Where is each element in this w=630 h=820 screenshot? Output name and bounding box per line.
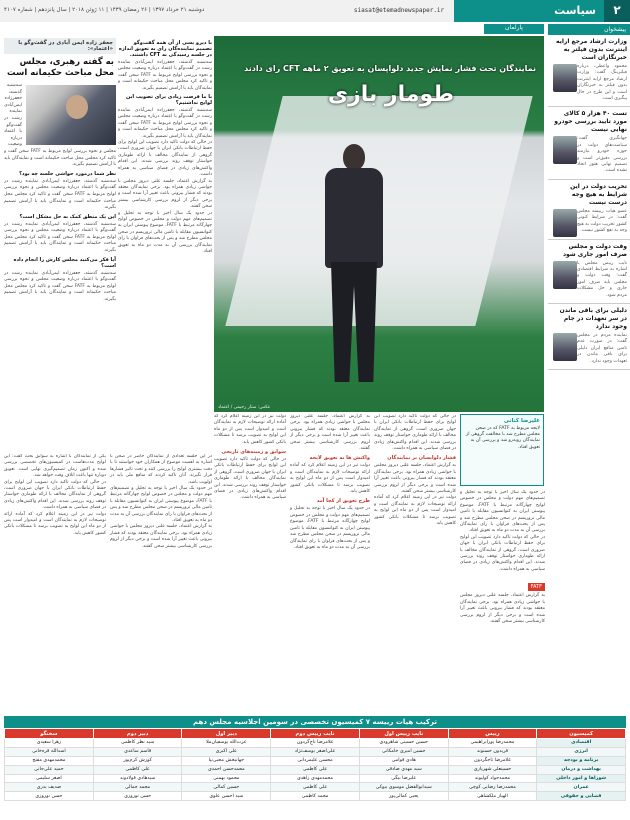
- article-column: [214, 414, 286, 714]
- sidebar-item-body: نماینده مردم در مجلس گفت: در صورت عدم تامین منافع ایران دلیلی برای باقی ماندن در تعهدات وجود ندارد.: [577, 332, 627, 364]
- table-row: [5, 739, 626, 748]
- table-title: ترکیب هیات رییسه ۷ کمیسیون تخصصی در سومین اجلاسیه مجلس دهم: [4, 716, 626, 728]
- table-cell: غلامرضا تاجگردون: [448, 756, 537, 765]
- interview-body: به گزارش اعتماد، جلسه علنی دیروز مجلس با حواشی زیادی همراه بود. برخی نمایندگان معتقد بودند که فشار بیرونی باعث تغییر آرا شده است و برخی دیگر از لزوم بررسی کارشناسی بیشتر سخن گفتند.: [118, 178, 212, 210]
- page-number: ۲: [604, 0, 630, 22]
- column-header: نایب رییس دوم: [271, 729, 360, 739]
- interview-body: سه‌شنبه گذشته، جعفرزاده ایمن‌آبادی نماینده رشت در گفت‌وگو با اعتماد درباره وضعیت مجلس و نحوه بررسی لوایح مربوط به FATF سخن گفت و تاکید کرد مجلس محل مباحث حکیمانه است و نمایندگان باید با آرامش تصمیم بگیرند.: [4, 83, 116, 168]
- table-cell: محمدمهدی زاهدی: [271, 774, 360, 783]
- article-text: در حدود یک سال اخیر با توجه به تحلیل و تصمیم‌های مهم دولت و مجلس در خصوص لوایح چهارگانه مرتبط با FATF، موضوع پیوستن ایران به کنوانسیون مقابله با تامین مالی تروریسم در صحن مجلس مطرح شد و پس از بحث‌های فراوان با رای نمایندگان بررسی آن به مدت دو ماه به تعویق افتاد.: [110, 486, 212, 524]
- sidebar-label: پیشخوان: [548, 24, 630, 35]
- table-cell: سیدابوالفضل موسوی بیوکی: [359, 783, 448, 792]
- table-cell: حمید علی‌جانی: [5, 765, 94, 774]
- lead-story: [214, 24, 544, 412]
- table-cell: عزت‌الله یوسفیان‌ملا: [182, 739, 271, 748]
- committee-name-cell: شوراها و امور داخلی: [537, 774, 626, 783]
- interviewee-photo: [26, 85, 116, 145]
- article-text: به گزارش اعتماد، جلسه علنی دیروز مجلس با حواشی زیادی همراه بود. برخی نمایندگان معتقد بودند که فشار بیرونی باعث تغییر آرا شده است و برخی دیگر از لزوم بررسی کارشناسی بیشتر سخن گفتند.: [110, 524, 212, 549]
- interview-body: سه‌شنبه گذشته، جعفرزاده ایمن‌آبادی نماینده رشت در گفت‌وگو با اعتماد درباره وضعیت مجلس و نحوه بررسی لوایح مربوط به FATF سخن گفت و تاکید کرد مجلس محل مباحث حکیمانه است و نمایندگان باید با آرامش تصمیم بگیرند.: [118, 60, 212, 91]
- issue-date: دوشنبه ۲۱ خرداد ۱۳۹۷ | ۲۶ رمضان ۱۴۳۹ | ۱۱ ژوئن ۲۰۱۸ | سال پانزدهم | شماره ۴۱۰۷: [0, 0, 344, 22]
- portrait-photo: [553, 209, 577, 237]
- article-text: در حالی که دولت تاکید دارد تصویب این لوایح برای حفظ ارتباطات بانکی ایران با جهان ضروری است، گروهی از نمایندگان مخالف با ارائه طوماری خواستار توقف روند بررسی شدند. این اقدام واکنش‌های زیادی در فضای سیاسی به همراه داشت.: [214, 457, 286, 501]
- table-row: [5, 783, 626, 792]
- sidebar-item[interactable]: [548, 240, 630, 304]
- table-cell: محمد جمالی: [93, 783, 182, 792]
- sidebar-item-title: تست ۴۰ هزار ۵ کالای مورد تایید بررسی خودرو نهایی نیست: [554, 110, 627, 134]
- table-cell: کورش کرم‌پور: [93, 756, 182, 765]
- table-cell: حسن نوروزی: [5, 792, 94, 801]
- article-text: در این جلسه تعدادی از نمایندگان حاضر در صحن با اشاره به اهمیت موضوع از همکاران خود خواستند تا با دقت بیشتری لوایح را بررسی کنند و تحت تاثیر فشارها قرار نگیرند. آنان تاکید کردند که منافع ملی باید در اولویت باشد.: [110, 454, 212, 485]
- table-cell: حسن نوروزی: [93, 792, 182, 801]
- interview-body: سه‌شنبه گذشته، جعفرزاده ایمن‌آبادی نماینده رشت در گفت‌وگو با اعتماد درباره وضعیت مجلس و نحوه بررسی لوایح مربوط به FATF سخن گفت و تاکید کرد مجلس محل مباحث حکیمانه است و نمایندگان باید با آرامش تصمیم بگیرند.: [118, 108, 212, 139]
- article-text: دولت نیز در این زمینه اعلام کرد که آماده ارائه توضیحات لازم به نمایندگان است و امیدوار است پس از دو ماه این لوایح به تصویب برسد تا مشکلات بانکی کشور کاهش یابد.: [214, 414, 286, 445]
- portrait-photo: [553, 333, 577, 361]
- sidebar-item-body: نایب رییس مجلس با اشاره به شرایط اقتصادی گفت: وقت دولت و مجلس باید صرف امور جاری و حل مشکلات مردم شود.: [577, 260, 627, 298]
- column-header: سخنگو: [5, 729, 94, 739]
- table-cell: محمدرضا پورابراهیمی: [448, 739, 537, 748]
- sub-heading: طرح تعویق از کجا آمد: [316, 498, 370, 505]
- portrait-photo: [553, 261, 577, 289]
- table-cell: سید احسن علوی: [182, 792, 271, 801]
- table-cell: جهانبخش محبی‌نیا: [182, 756, 271, 765]
- table-cell: صدیف بدری: [5, 783, 94, 792]
- secondary-article: [4, 454, 212, 712]
- photo-credit: عکس: ستار رحیمی / اعتماد: [218, 405, 271, 410]
- article-text: در حدود یک سال اخیر با توجه به تحلیل و تصمیم‌های مهم دولت و مجلس در خصوص لوایح چهارگانه مرتبط با FATF، موضوع پیوستن ایران به کنوانسیون مقابله با تامین مالی تروریسم در صحن مجلس مطرح شد و پس از بحث‌های فراوان با رای نمایندگان بررسی آن به مدت دو ماه به تعویق افتاد.: [460, 490, 545, 534]
- table-cell: محمدجواد کولیوند: [448, 774, 537, 783]
- table-cell: حسین حسینی شاهرودی: [359, 739, 448, 748]
- table-cell: محمدمهدی مفتح: [5, 756, 94, 765]
- table-row: [5, 774, 626, 783]
- article-text: در حالی که دولت تاکید دارد تصویب این لوایح برای حفظ ارتباطات بانکی ایران با جهان ضروری است، گروهی از نمایندگان مخالف با ارائه طوماری خواستار توقف روند بررسی شدند. این اقدام واکنش‌های زیادی در فضای سیاسی به همراه داشت.: [374, 414, 456, 452]
- column-header: نایب رییس اول: [359, 729, 448, 739]
- table-cell: غلامرضا تاج‌گردون: [271, 739, 360, 748]
- interview-body: سه‌شنبه گذشته، جعفرزاده ایمن‌آبادی نماینده رشت در گفت‌وگو با اعتماد درباره وضعیت مجلس و نحوه بررسی لوایح مربوط به FATF سخن گفت و تاکید کرد مجلس محل مباحث حکیمانه است و نمایندگان باید با آرامش تصمیم بگیرند.: [4, 270, 116, 303]
- quote-box: [460, 414, 544, 486]
- sidebar-news: [548, 24, 630, 714]
- table-cell: علی کاظمی: [271, 765, 360, 774]
- table-cell: زهرا سعیدی: [5, 739, 94, 748]
- article-text: در حالی که دولت تاکید دارد تصویب این لوایح برای حفظ ارتباطات بانکی ایران با جهان ضروری است، گروهی از نمایندگان مخالف با ارائه طوماری خواستار توقف روند بررسی شدند. این اقدام واکنش‌های زیادی در فضای سیاسی به همراه داشت.: [460, 534, 545, 572]
- interview-kicker: جعفر زاده ایمن آبادی در گفت‌وگو با «اعتماد»:: [4, 38, 116, 54]
- section-email[interactable]: siasat@etemadnewspaper.ir: [344, 0, 454, 22]
- page-header: [0, 0, 630, 22]
- interview-body: در حدود یک سال اخیر با توجه به تحلیل و تصمیم‌های مهم دولت و مجلس در خصوص لوایح چهارگانه مرتبط با FATF، موضوع پیوستن ایران به کنوانسیون مقابله با تامین مالی تروریسم در صحن مجلس مطرح شد و پس از بحث‌های فراوان با رای نمایندگان بررسی آن به مدت دو ماه به تعویق افتاد.: [118, 210, 212, 254]
- portrait-photo: [553, 64, 577, 92]
- table-cell: سید نظر کاظمی: [93, 739, 182, 748]
- table-cell: سید مهدی صادقی: [359, 765, 448, 774]
- table-header-row: [5, 729, 626, 739]
- interview-headline[interactable]: به گفته رهبری، مجلس محل مباحث حکیمانه است: [7, 57, 114, 78]
- lead-headline[interactable]: طومار بازی: [327, 82, 454, 107]
- section-tab[interactable]: پارلمان: [484, 24, 544, 34]
- table-cell: حسین کمالی: [182, 783, 271, 792]
- column-header: دبیر دوم: [93, 729, 182, 739]
- quote-text: لایحه مربوط به FATF که در صحن مجلس مطرح شد با مخالفت گروهی از نمایندگان روبه‌رو شد و بررسی آن به تعویق افتاد.: [466, 426, 540, 450]
- sidebar-item-body: عضو هیات رییسه مجلس گفت: در شرایط کنونی کشور تخریب دولت به هیچ وجه به نفع کشور نیست.: [577, 208, 627, 234]
- article-text: دولت نیز در این زمینه اعلام کرد که آماده ارائه توضیحات لازم به نمایندگان است و امیدوار است پس از دو ماه این لوایح به تصویب برسد تا مشکلات بانکی کشور کاهش یابد.: [290, 463, 370, 495]
- interview-body: سه‌شنبه گذشته، جعفرزاده ایمن‌آبادی نماینده رشت در گفت‌وگو با اعتماد درباره وضعیت مجلس و نحوه بررسی لوایح مربوط به FATF سخن گفت و تاکید کرد مجلس محل مباحث حکیمانه است و نمایندگان باید با آرامش تصمیم بگیرند.: [4, 178, 116, 211]
- committee-name-cell: برنامه و بودجه: [537, 756, 626, 765]
- article-text: به گزارش اعتماد، جلسه علنی دیروز مجلس با حواشی زیادی همراه بود. برخی نمایندگان معتقد بودند که فشار بیرونی باعث تغییر آرا شده است و برخی دیگر از لزوم بررسی کارشناسی بیشتر سخن گفتند.: [290, 414, 370, 452]
- sidebar-item[interactable]: [548, 107, 630, 179]
- article-text: دولت نیز در این زمینه اعلام کرد که آماده ارائه توضیحات لازم به نمایندگان است و امیدوار است پس از دو ماه این لوایح به تصویب برسد تا مشکلات بانکی کشور کاهش یابد.: [374, 495, 456, 527]
- table-row: [5, 747, 626, 756]
- table-cell: هادی قوامی: [359, 756, 448, 765]
- table-cell: اسدالله قره‌خانی: [5, 747, 94, 756]
- standing-man-figure: [319, 144, 389, 390]
- interview-continued: [118, 38, 212, 454]
- sidebar-item-title: تخریب دولت در این شرایط به هیچ وجه درست نیست: [570, 182, 627, 206]
- article-column: [374, 414, 456, 714]
- article-text: در حدود یک سال اخیر با توجه به تحلیل و تصمیم‌های مهم دولت و مجلس در خصوص لوایح چهارگانه مرتبط با FATF، موضوع پیوستن ایران به کنوانسیون مقابله با تامین مالی تروریسم در صحن مجلس مطرح شد و پس از بحث‌های فراوان با رای نمایندگان بررسی آن به مدت دو ماه به تعویق افتاد.: [290, 506, 370, 550]
- table-row: [5, 765, 626, 774]
- sidebar-item-title: وقت دولت و مجلس صرف امور جاری شود: [562, 242, 627, 258]
- table-cell: الهیار ملکشاهی: [448, 792, 537, 801]
- column-header: دبیر اول: [182, 729, 271, 739]
- table-cell: حسین امیری خامکانی: [359, 747, 448, 756]
- table-cell: محمدحسن احمدی: [182, 765, 271, 774]
- column-header: کمیسیون: [537, 729, 626, 739]
- interview-question: نظر شما درمورد حواشی جلسه چه بود؟: [19, 170, 116, 177]
- table-cell: علی اکبری: [182, 747, 271, 756]
- lead-kicker: نمایندگان تحت فشار نمایش جدید دلواپسان به تعویق ۲ ماهه CFT رای دادند: [244, 64, 536, 73]
- table-cell: سیدهادی فولادوند: [93, 774, 182, 783]
- interview-question: با دیرو پسی از آن همه گفت‌وگو تصمیم نماینده‌گان رای به تعویق اندازه در جلسه رسیدگی به CFT داشتند.: [118, 40, 212, 58]
- sidebar-item[interactable]: [548, 35, 630, 107]
- interview-body: در حالی که دولت تاکید دارد تصویب این لوایح برای حفظ ارتباطات بانکی ایران با جهان ضروری است، گروهی از نمایندگان مخالف با ارائه طوماری خواستار توقف روند بررسی شدند. این اقدام واکنش‌های زیادی در فضای سیاسی به همراه داشت.: [118, 140, 212, 178]
- committee-table: [4, 716, 626, 818]
- committee-name-cell: اقتصادی: [537, 739, 626, 748]
- article-text: به گزارش اعتماد، جلسه علنی دیروز مجلس با حواشی زیادی همراه بود. برخی نمایندگان معتقد بودند که فشار بیرونی باعث تغییر آرا شده است و برخی دیگر از لزوم بررسی کارشناسی بیشتر سخن گفتند.: [374, 463, 456, 495]
- interview-body: سه‌شنبه گذشته، جعفرزاده ایمن‌آبادی نماینده رشت در گفت‌وگو با اعتماد درباره وضعیت مجلس و نحوه بررسی لوایح مربوط به FATF سخن گفت و تاکید کرد مجلس محل مباحث حکیمانه است و نمایندگان باید با آرامش تصمیم بگیرند.: [4, 221, 116, 254]
- article-column: [290, 414, 370, 714]
- article-text: به گزارش اعتماد، جلسه علنی دیروز مجلس با حواشی زیادی همراه بود. برخی نمایندگان معتقد بودند که فشار بیرونی باعث تغییر آرا شده است و برخی دیگر از لزوم بررسی کارشناسی بیشتر سخن گفتند.: [460, 593, 545, 624]
- table-cell: یحیی کمالی‌پور: [359, 792, 448, 801]
- sidebar-item-body: جهانگیری گفت: سیاست‌های دولت در حوزه خودرو نیازمند بررسی دقیق‌تر است و تصمیم نهایی هنوز اتخاذ نشده است.: [577, 136, 627, 174]
- table-cell: اصغر سلیمی: [5, 774, 94, 783]
- section-title: سیاست: [454, 0, 604, 22]
- sub-heading: واکنش ها به تعویق لایحه: [309, 455, 370, 462]
- byline: علیرضا کنانی: [503, 418, 540, 424]
- committee-name-cell: بهداشت و درمان: [537, 765, 626, 774]
- article-text: یکی از نمایندگان با اشاره به سوابق بحث گفت: این لوایح مدت‌هاست در کمیسیون‌های تخصصی بررسی شده و اکنون زمان تصمیم‌گیری نهایی است. تعویق دوباره تنها باعث اتلاف وقت خواهد شد.: [4, 454, 106, 479]
- sidebar-item-title: وزارت ارشاد مرجع ارایه اینترنت بدون فیلتر به خبرنگاران است: [555, 38, 627, 61]
- sidebar-item-body: محمود واعظی، درباره فیلترینگ گفت: وزارت ارشاد مرجع ارایه اینترنت بدون فیلتر به خبرنگاران است و این طرح در حال پیگیری است.: [577, 64, 627, 102]
- committee-name-cell: انرژی: [537, 747, 626, 756]
- table-cell: علیرضا بیگی: [359, 774, 448, 783]
- table-cell: قاسم ساعدی: [93, 747, 182, 756]
- table-cell: علی‌اصغر یوسف‌نژاد: [271, 747, 360, 756]
- article-column: [460, 490, 545, 714]
- sidebar-item[interactable]: [548, 304, 630, 370]
- tag-badge: FATF: [528, 583, 545, 591]
- sidebar-item[interactable]: [548, 180, 630, 240]
- sub-heading: فشار دلواپسان بر نمایندگان: [387, 455, 456, 462]
- interview-question: این یک منطق کمک به حل مشکل است؟: [19, 213, 116, 220]
- table-cell: محمود بهمنی: [182, 774, 271, 783]
- committee-name-cell: قضایی و حقوقی: [537, 792, 626, 801]
- table-row: [5, 792, 626, 801]
- portrait-photo: [553, 136, 577, 164]
- table-cell: حسینعلی شهریاری: [448, 765, 537, 774]
- sidebar-item-title: دلیلی برای باقی ماندن در سر تعهدات در جام وجود ندارد: [559, 306, 627, 330]
- table-cell: علی کاظمی: [93, 765, 182, 774]
- table-cell: محمدرضا رضایی کوچی: [448, 783, 537, 792]
- sub-heading: سوابق و زمینه‌های تاریخی: [221, 449, 286, 456]
- interview-question: با ما فرصت زیادی برای تصویب این لوایح نداشتیم؟: [126, 94, 212, 107]
- table-cell: فریدون حسنوند: [448, 747, 537, 756]
- article-text: در حالی که دولت تاکید دارد تصویب این لوایح برای حفظ ارتباطات بانکی ایران با جهان ضروری است، گروهی از نمایندگان مخالف با ارائه طوماری خواستار توقف روند بررسی شدند. این اقدام واکنش‌های زیادی در فضای سیاسی به همراه داشت.: [4, 479, 106, 511]
- hero-photo: [214, 36, 544, 412]
- committee-name-cell: عمران: [537, 783, 626, 792]
- article-text: دولت نیز در این زمینه اعلام کرد که آماده ارائه توضیحات لازم به نمایندگان است و امیدوار است پس از دو ماه این لوایح به تصویب برسد تا مشکلات بانکی کشور کاهش یابد.: [4, 511, 106, 536]
- column-header: رییس: [448, 729, 537, 739]
- table-cell: علی کاظمی: [271, 783, 360, 792]
- interview-question: آیا فکر می‌کنید مجلس کارش را انجام داده است؟: [13, 256, 116, 269]
- table-cell: محمد کاظمی: [271, 792, 360, 801]
- table-cell: محسن علیمردانی: [271, 756, 360, 765]
- table-row: [5, 756, 626, 765]
